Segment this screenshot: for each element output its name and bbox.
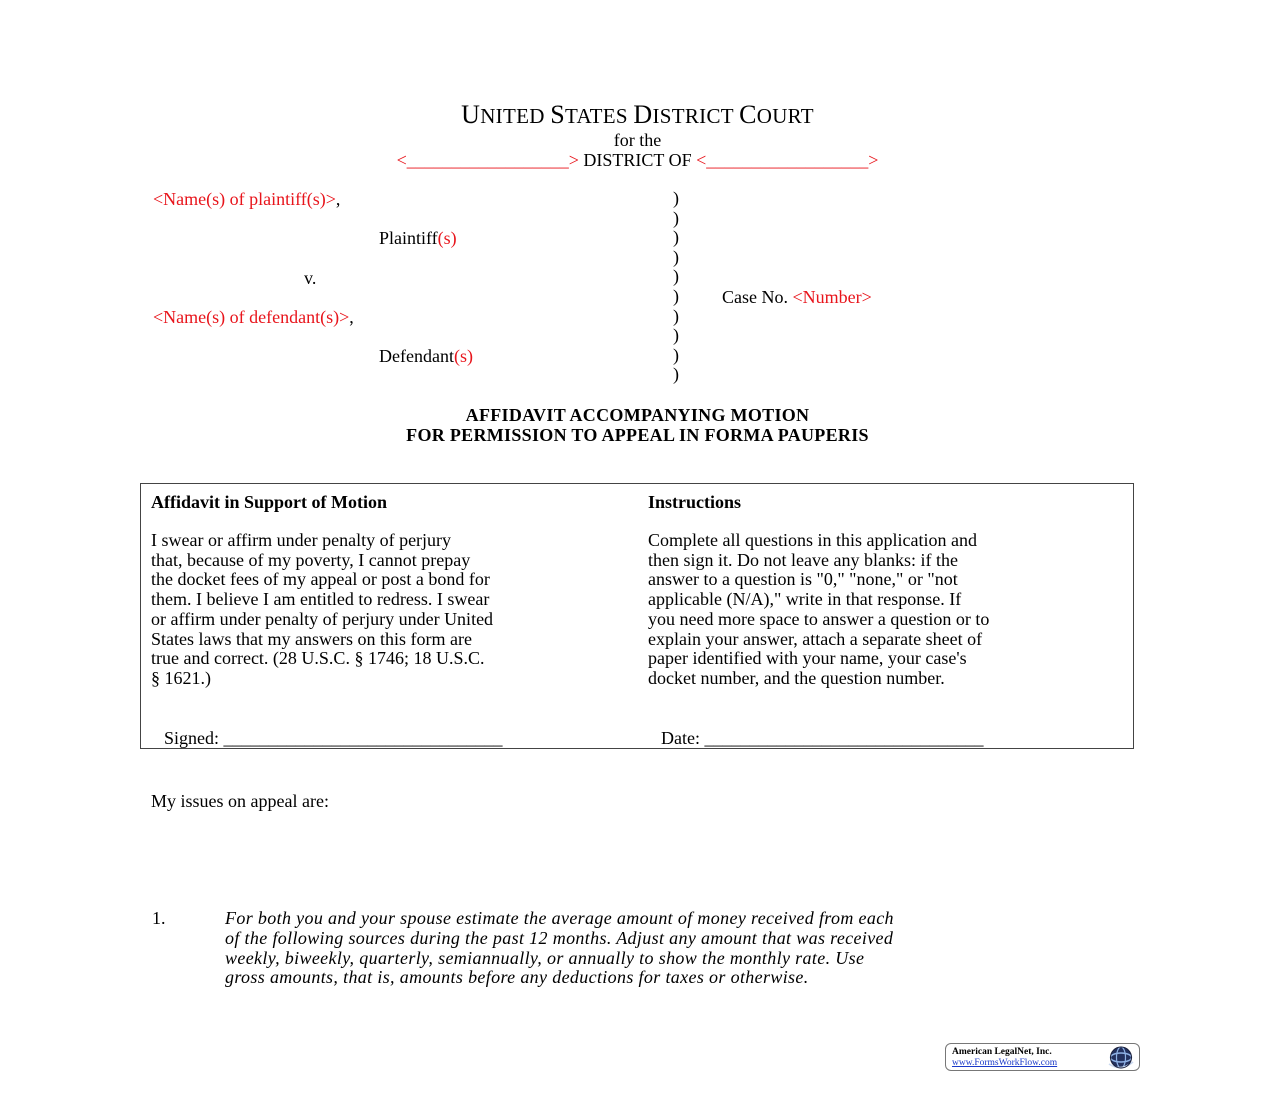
plaintiff-name-field[interactable]: <Name(s) of plaintiff(s)> (153, 189, 336, 209)
question-1-text: For both you and your spouse estimate the average amount of money received from each of the following sources during the past 12 months. Adjust any amount that was received weekly, biweekly, quarterly, semiannually, or annually to show the monthly rate. Use gross amounts, that is, amounts before any deductions for taxes or otherwise. (225, 908, 894, 988)
document-heading-line1: AFFIDAVIT ACCOMPANYING MOTION (465, 405, 810, 425)
versus-label: v. (304, 268, 317, 288)
district-line: <__________________> DISTRICT OF <__________________> (396, 150, 879, 170)
date-field[interactable]: Date: _______________________________ (661, 728, 984, 748)
forms-workflow-link[interactable]: www.FormsWorkFlow.com (952, 1058, 1058, 1068)
plaintiff-label: Plaintiff(s) (379, 228, 457, 248)
document-heading-line2: FOR PERMISSION TO APPEAL IN FORMA PAUPERIS (406, 425, 869, 445)
affidavit-support-text: I swear or affirm under penalty of perjury that, because of my poverty, I cannot prepay the docket fees of my appeal or post a bond for them. I believe I am entitled to redress. I swear or affirm under penalty of perjury under United States laws that my answers on this form are true and correct. (28 U.S.C. § 1746; 18 U.S.C. § 1621.) (151, 530, 494, 688)
company-name: American LegalNet, Inc. (952, 1047, 1052, 1057)
question-1-number: 1. (152, 908, 166, 928)
affidavit-box (140, 483, 1134, 749)
defendant-label: Defendant(s) (379, 346, 473, 366)
defendant-name-field[interactable]: <Name(s) of defendant(s)> (153, 307, 350, 327)
for-the-line: for the (613, 130, 662, 150)
signature-field[interactable]: Signed: _______________________________ (164, 728, 503, 748)
district-placeholder-right[interactable]: <__________________> (696, 150, 879, 170)
defendant-name-line: <Name(s) of defendant(s)>, (153, 307, 354, 327)
district-placeholder-left[interactable]: <__________________> (396, 150, 579, 170)
plaintiff-name-line: <Name(s) of plaintiff(s)>, (153, 189, 341, 209)
court-title: UNITED STATES DISTRICT COURT (461, 100, 814, 129)
case-number-line: Case No. <Number> (722, 287, 872, 307)
instructions-title: Instructions (648, 492, 742, 512)
case-number-field[interactable]: <Number> (792, 287, 872, 307)
caption-paren-column: ) ) ) ) ) ) ) ) ) ) (673, 188, 679, 385)
affidavit-support-title: Affidavit in Support of Motion (151, 492, 388, 512)
globe-logo-icon (1105, 1045, 1135, 1070)
issues-on-appeal-label: My issues on appeal are: (151, 791, 329, 811)
instructions-text: Complete all questions in this application and then sign it. Do not leave any blanks: if the answer to a question is "0," "none," or "not applicable (N/A)," write in that response. If you need more space to answer a question or to explain your answer, attach a separate sheet of paper identified with your name, your case's docket number, and the question number. (648, 530, 990, 688)
american-legalnet-badge (945, 1043, 1140, 1071)
